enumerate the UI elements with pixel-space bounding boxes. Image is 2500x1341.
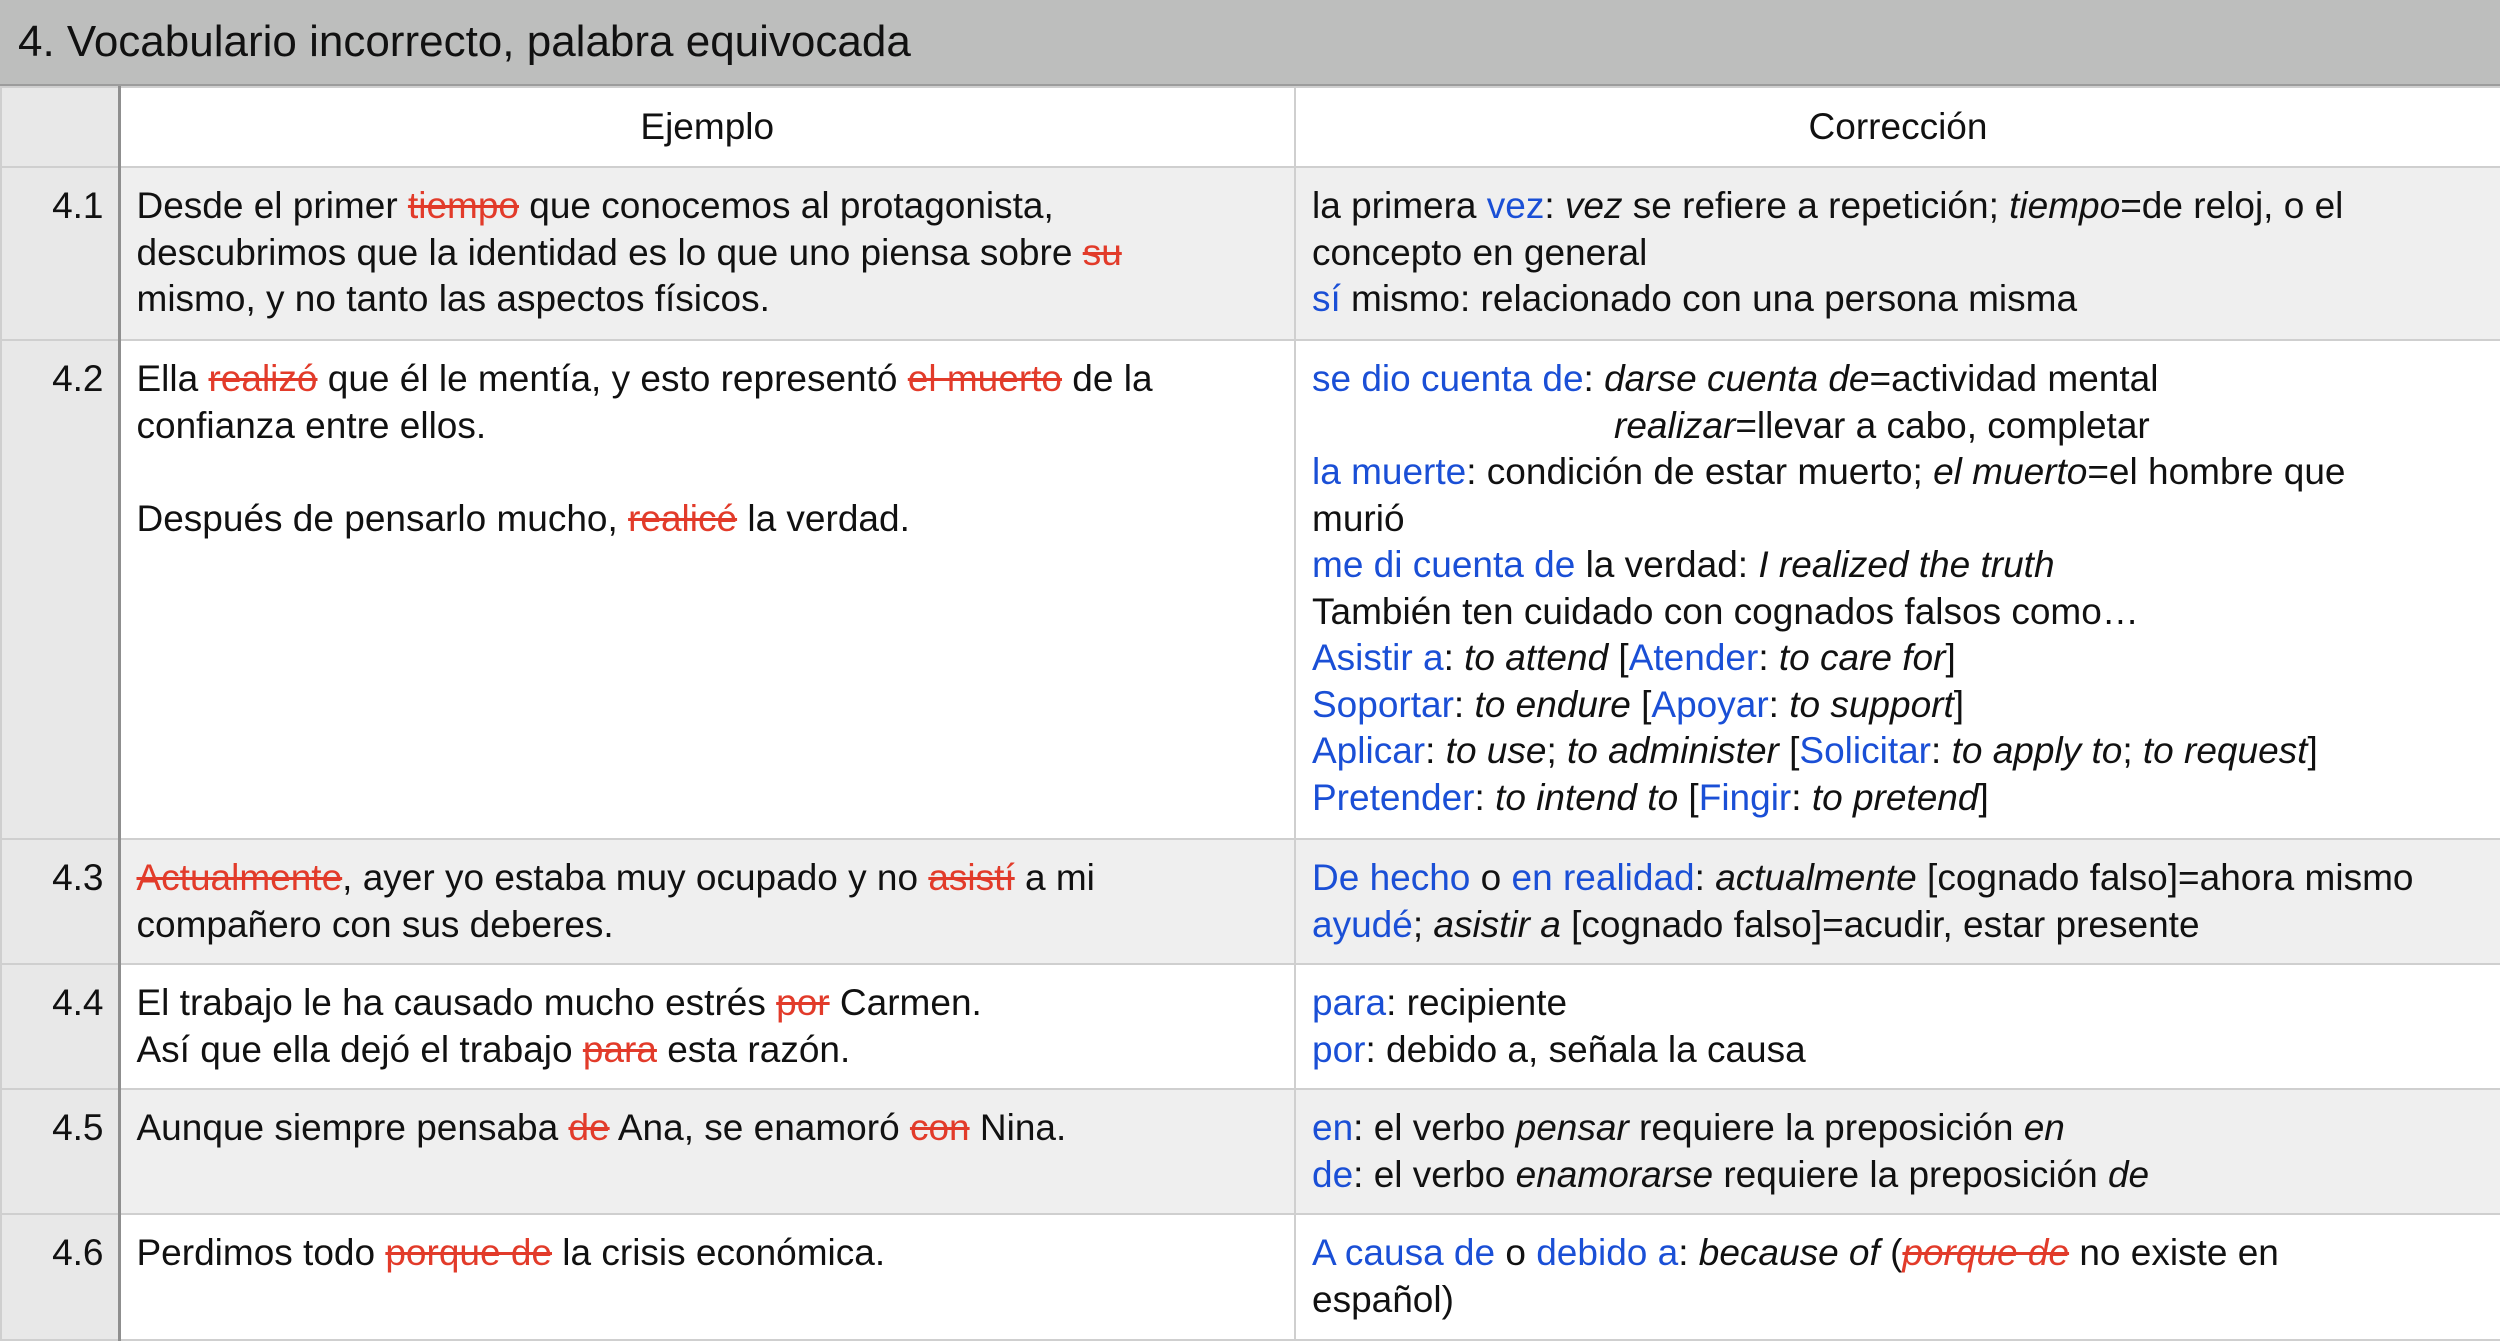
text-run: o [1495,1232,1537,1273]
incorrect-word: Actualmente [136,857,343,898]
text-run: requiere la preposición [1628,1107,2024,1148]
text-line [1312,589,2484,636]
incorrect-word: tiempo [407,185,519,226]
correction-column-header: Corrección [1295,87,2500,167]
text-run: Nina. [969,1107,1067,1148]
correction-cell [1295,167,2500,340]
text-line [1312,1105,2484,1152]
text-line [137,449,1279,496]
italic-term: en [2023,1107,2065,1148]
text-run: Carmen. [829,982,982,1023]
correct-word: De hecho [1312,857,1471,898]
text-line [1312,682,2484,729]
incorrect-word: porque de [1902,1232,2070,1273]
italic-term: I realized the truth [1758,544,2055,585]
correct-word: sí [1312,278,1341,319]
header-row [1,87,2500,167]
text-line [1312,855,2484,902]
correction-cell [1295,964,2500,1089]
correct-word: Pretender [1312,776,1475,818]
text-run: =de reloj, o el [2120,185,2344,226]
correct-word: para [1312,982,1387,1023]
text-run: : el verbo [1353,1153,1516,1195]
text-run: que conocemos al protagonista, [519,185,1054,226]
text-run: : [1791,776,1812,818]
text-run: confianza entre ellos. [136,404,487,446]
text-line [1312,183,2484,230]
text-run: [ [1630,683,1652,725]
italic-term: el muerto [1933,451,2088,492]
text-line [1312,1027,2484,1074]
text-run: El trabajo le ha causado mucho estrés [136,982,777,1023]
table-row-4-3 [1,839,2500,964]
italic-term: de [2107,1153,2150,1195]
text-line [137,902,1279,949]
text-line [137,1105,1279,1152]
incorrect-word: realicé [628,497,738,539]
correct-word: Soportar [1312,683,1454,725]
correct-word: me di cuenta de [1312,544,1576,585]
text-run: mismo, y no tanto las aspectos físicos. [136,278,770,319]
text-line [1312,980,2484,1027]
text-run: : recipiente [1386,982,1568,1023]
text-run: concepto en general [1312,231,1648,273]
text-line [1312,635,2484,682]
text-run: a mi [1014,857,1095,898]
correct-word: Fingir [1698,776,1792,818]
text-line [1312,230,2484,277]
text-run: ] [1978,776,1989,818]
incorrect-word: por [776,982,830,1023]
text-run: descubrimos que la identidad es lo que uno piensa sobre [136,231,1083,273]
table-row-4-5 [1,1089,2500,1214]
text-run: ] [1945,637,1956,678]
correct-word: vez [1486,185,1545,226]
vocabulary-table [0,86,2500,1341]
correct-word: Solicitar [1799,730,1932,771]
example-cell [119,340,1295,839]
text-run: : debido a, señala la causa [1365,1028,1806,1070]
text-run: Así que ella dejó el trabajo [136,1028,583,1070]
text-run: : [1931,730,1952,771]
text-line [1312,403,2484,450]
text-run: : [1694,857,1716,898]
text-run: ( [1879,1232,1903,1273]
table-row-4-2 [1,340,2500,839]
text-run: que él le mentía, y esto representó [317,358,908,399]
row-number: 4.5 [1,1089,119,1214]
italic-term: to administer [1567,730,1779,771]
italic-term: enamorarse [1515,1153,1714,1195]
text-run: ] [2307,730,2318,771]
text-line [137,356,1279,403]
text-run: =llevar a cabo, completar [1735,404,2150,446]
example-cell [119,167,1295,340]
text-run: Perdimos todo [136,1232,386,1273]
text-run: También ten cuidado con cognados falsos como… [1312,590,2139,632]
text-run: [ [1778,730,1800,771]
italic-term: asistir a [1433,903,1561,945]
italic-term: to request [2142,730,2308,771]
italic-term: darse cuenta de [1604,358,1870,399]
text-run: , ayer yo estaba muy ocupado y no [342,857,929,898]
text-run: Aunque siempre pensaba [136,1107,569,1148]
text-line [1312,449,2484,496]
italic-term: to attend [1464,637,1609,678]
correct-word: Aplicar [1312,730,1426,771]
text-line [137,276,1279,323]
text-run: ; [1412,903,1434,945]
example-column-header: Ejemplo [119,87,1295,167]
text-line [137,980,1279,1027]
text-line [1312,1152,2484,1199]
incorrect-word: asistí [928,857,1015,898]
text-run: ; [2122,730,2143,771]
incorrect-word: de [568,1107,610,1148]
incorrect-word: su [1082,231,1122,273]
italic-term: pensar [1515,1107,1629,1148]
text-line [1312,728,2484,775]
text-line [137,855,1279,902]
number-column-header [1,87,119,167]
row-number: 4.6 [1,1214,119,1340]
text-run: : [1583,358,1605,399]
table-title: 4. Vocabulario incorrecto, palabra equivocada [0,0,2500,86]
text-run: español) [1312,1278,1454,1320]
correction-cell [1295,839,2500,964]
italic-term: to intend to [1495,776,1679,818]
incorrect-word: realizó [208,358,318,399]
row-number: 4.1 [1,167,119,340]
correct-word: la muerte [1312,451,1467,492]
text-run: : [1425,730,1446,771]
text-run: esta razón. [656,1028,851,1070]
example-cell [119,1214,1295,1340]
correct-word: Apoyar [1651,683,1769,725]
text-line [137,403,1279,450]
text-run: =actividad mental [1869,358,2159,399]
correction-cell [1295,1089,2500,1214]
text-run: la crisis económica. [552,1232,886,1273]
row-number: 4.4 [1,964,119,1089]
text-run: ] [1953,683,1965,725]
correct-word: de [1312,1153,1354,1195]
italic-term: to apply to [1951,730,2123,771]
text-run: mismo: relacionado con una persona misma [1340,278,2078,319]
italic-term: to use [1445,730,1547,771]
example-cell [119,964,1295,1089]
text-run: : [1453,683,1475,725]
italic-term: vez [1564,185,1623,226]
text-run: =el hombre que [2087,451,2346,492]
text-run: Ella [136,358,209,399]
row-number: 4.2 [1,340,119,839]
text-line [1312,542,2484,589]
text-run: la primera [1312,185,1487,226]
incorrect-word: para [582,1028,657,1070]
correct-word: se dio cuenta de [1312,358,1584,399]
text-run: se refiere a repetición; [1622,185,2010,226]
text-run: : [1544,185,1565,226]
text-run: [ [1608,637,1629,678]
text-run: requiere la preposición [1713,1153,2108,1195]
correct-word: A causa de [1312,1232,1496,1273]
text-line [1312,775,2484,822]
text-run: : [1474,776,1496,818]
text-run: murió [1312,497,1405,539]
text-run: Después de pensarlo mucho, [136,497,629,539]
example-cell [119,1089,1295,1214]
text-run: [cognado falso]=ahora mismo [1916,857,2414,898]
text-run: la verdad: [1575,544,1759,585]
text-line [1312,1277,2484,1324]
text-run: Ana, se enamoró [609,1107,910,1148]
incorrect-word: porque de [385,1232,553,1273]
incorrect-word: el muerto [907,358,1063,399]
text-line [1312,276,2484,323]
text-run: la verdad. [737,497,910,539]
text-run: compañero con sus deberes. [136,903,614,945]
example-cell [119,839,1295,964]
incorrect-word: con [909,1107,970,1148]
table-row-4-6 [1,1214,2500,1340]
italic-term: to endure [1474,683,1631,725]
correct-word: por [1312,1028,1366,1070]
correct-word: Atender [1628,637,1759,678]
text-run: o [1470,857,1512,898]
text-line [137,496,1279,543]
correct-word: Asistir a [1312,637,1444,678]
text-line [137,230,1279,277]
italic-term: tiempo [2009,185,2121,226]
correct-word: en [1312,1107,1354,1148]
text-run: [cognado falso]=acudir, estar presente [1560,903,2200,945]
italic-term: actualmente [1715,857,1917,898]
italic-term: to care for [1778,637,1946,678]
italic-term: realizar [1614,404,1736,446]
text-run: Desde el primer [136,185,408,226]
text-line [137,183,1279,230]
correct-word: en realidad [1511,857,1695,898]
italic-term: because of [1698,1232,1880,1273]
correction-cell [1295,340,2500,839]
italic-term: to pretend [1811,776,1979,818]
text-run: : el verbo [1353,1107,1516,1148]
text-run: : condición de estar muerto; [1466,451,1934,492]
correct-word: ayudé [1312,903,1413,945]
text-line [1312,496,2484,543]
text-run: [ [1678,776,1699,818]
text-line [137,1027,1279,1074]
text-run: ; [1546,730,1568,771]
text-run: de la [1062,358,1153,399]
text-run: : [1768,683,1790,725]
italic-term: to support [1789,683,1954,725]
text-run: : [1678,1232,1699,1273]
table-row-4-4 [1,964,2500,1089]
correction-cell [1295,1214,2500,1340]
text-line [137,1230,1279,1277]
row-number: 4.3 [1,839,119,964]
text-run: : [1758,637,1779,678]
text-line [1312,1230,2484,1277]
table-row-4-1 [1,167,2500,340]
correct-word: debido a [1536,1232,1679,1273]
text-run: no existe en [2069,1232,2279,1273]
text-line [1312,902,2484,949]
text-run: : [1443,637,1465,678]
text-line [1312,356,2484,403]
